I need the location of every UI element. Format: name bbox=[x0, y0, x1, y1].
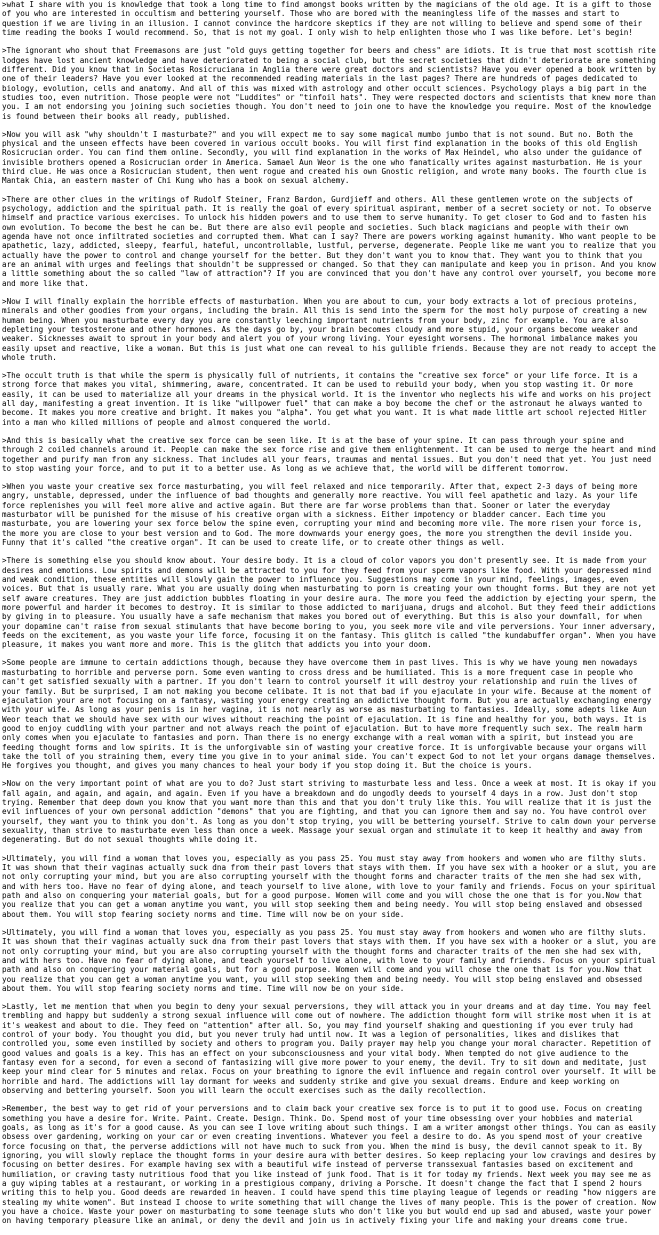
paragraph-what-to-do: >Now on the very important point of what are you to do? Just start striving to masturbate less and less. Once a week at most. It is okay if you fall again, and again, and again, and again. Even if you have a breakdown and do ungodly deeds to yourself 4 days in a row. Just don't stop trying. Remember that deep down you know that you want more than this and that you don't truly like this. You will realize that it is just the evil influences of your own personal addiction "demons" that you are fighting, and that you can ignore them and say no. You have control over yourself, they want you to think you don't. As long as you don't stop trying, you will be bettering yourself. Strive to calm down your perverse sexuality, than strive to masturbate even less than once a week. Massage your sexual organ and stimulate it to keep it healthy and away from degenerating. But do not sexual thoughts while doing it. bbox=[2, 779, 656, 845]
paragraph-other-clues: >There are other clues in the writings of Rudolf Steiner, Franz Bardon, Gurdjieff and others. All these gentlemen wrote on the subjects of psychology, addiction and the spiritual path. It is really the goal of every spiritual aspirant, member of a secret society or not. To observe himself and practice various exercises. To unlock his hidden powers and to use them to serve humanity. To get closer to God and to fasten his own evolution. To become the best he can be. But there are also evil people and societies. Such black magicians and people with their own agenda have not once infiltrated societies and corrupted them. What can I say? There are powers working against humanity. Who want people to be apathetic, lazy, addicted, sleepy, fearful, hateful, uncontrollable, lustful, perverse, degenerate. People like me want you to realize that you actually have the power to control and change yourself for the better. But they don't want you to know that. They want you to think that you are an animal with urges and feelings that shouldn't be suppressed or changed. So that they can manipulate and keep you in prison. And you know a little something about the so called "law of attraction"? If you are convinced that you don't have any control over yourself, you become more and more like that. bbox=[2, 194, 656, 288]
paragraph-lastly: >Lastly, let me mention that when you begin to deny your sexual perversions, they will attack you in your dreams and at day time. You may feel trembling and happy but suddenly a strong sexual influence will come out of nowhere. The addiction thought form will strike most when it is at it's weakest and about to die. They feed on "attention" after all. So, you may find yourself shaking and questioning if you ever truly had control of your body. You thought you did, but you never truly had until now. It was a legion of personalities, likes and dislikes that controlled you, some even instilled by society and others to program you. Daily prayer may help you change your moral character. Repetition of good values and goals is a key. This has an effect on your subconsciousness and your vital body. When tempted do not give audience to the fantasy even for a second, for even a second of fantasizing will give more power to your enemy, the devil. Try to sit down and meditate, just keep your mind clear for 5 minutes and relax. Focus on your breathing to ignore the evil influence and regain control over yourself. It will be horrible and hard. The addictions will lay dormant for weeks and suddenly strike and give you sexual dreams. Endure and keep working on observing and bettering yourself. Soon you will learn the occult exercises such as the daily recollection. bbox=[2, 1002, 656, 1096]
document-body bbox=[2, 0, 657, 1235]
paragraph-wasting-force: >When you waste your creative sex force masturbating, you will feel relaxed and nice temporarily. After that, expect 2-3 days of being more angry, unstable, depressed, under the influence of bad thoughts and generally more reactive. You will feel apathetic and lazy. As your life force replenishes you will feel more alive and active again. But there are far worse problems than that. Sooner or later the everyday masturbator will be punished for the misuse of his creative organ with a sickness. Either impotency or bladder cancer. Each time you masturbate, you are lowering your sex force below the spine even, corrupting your mind and becoming more vile. The more risen your force is, the more you are close to your best version and to God. The more downwards your energy goes, the more you strengthen the devil inside you. Funny that it's called "the creative organ". It can be used to create life, or to create other things as well. bbox=[2, 482, 643, 548]
paragraph-ultimately-2: >Ultimately, you will find a woman that loves you, especially as you pass 25. You must stay away from hookers and women who are filthy sluts. It was shown that their vaginas actually suck dna from their past lovers that stays with them. If you have sex with a hooker or a slut, you are not only corrupting your mind, but you are also corrupting yourself with the thought forms and character traits of the men she had sex with, and with hers too. Have no fear of dying alone, and teach yourself to live alone, with love to your family and friends. Focus on your spiritual path and also on conquering your material goals, but for a good purpose. Women will come and you will chose the one that is for you.Now that you realize that you can get a woman anytime you want, you will stop seeking them and being needy. You will stop being enslaved and obsessed about them. You will stop fearing society norms and time. Time will now be on your side. bbox=[2, 927, 656, 993]
paragraph-intro: >what I share with you is knowledge that took a long time to find amongst books written by the magicians of the old age. It is a gift to those of you who are interested in occultism and bettering yourself. Those who are bored with the meaningless life of the masses and start to question if we are living in an illusion. I cannot convince the hardcore skeptics if they are not willing to believe and spend some of their time reading the books I would recommend. So, that is not my goal. I only wish to help enlighten those who I was like before. Let's begin! bbox=[2, 0, 652, 38]
paragraph-creative-force: >And this is basically what the creative sex force can be seen like. It is at the base of your spine. It can pass through your spine and through 2 coiled channels around it. People can make the sex force rise and give them enlightenment. It can be used to merge the heart and mind together and purify man from any sickness. That includes all your fears, traumas and mental issues. But you don't need that yet. You just need to stop wasting your force, and to put it to a better use. As long as we achieve that, the world will be different tomorrow. bbox=[2, 435, 656, 473]
paragraph-ultimately-1: >Ultimately, you will find a woman that loves you, especially as you pass 25. You must stay away from hookers and women who are filthy sluts. It was shown that their vaginas actually suck dna from their past lovers that stays with them. If you have sex with a hooker or a slut, you are not only corrupting your mind, but you are also corrupting yourself with the thought forms and character traits of the men she had sex with, and with hers too. Have no fear of dying alone, and teach yourself to live alone, with love to your family and friends. Focus on your spiritual path and also on conquering your material goals, but for a good purpose. Women will come and you will chose the one that is for you.Now that you realize that you can get a woman anytime you want, you will stop seeking them and being needy. You will stop being enslaved and obsessed about them. You will stop fearing society norms and time. Time will now be on your side. bbox=[2, 853, 656, 919]
paragraph-remember: >Remember, the best way to get rid of your perversions and to claim back your creative sex force is to put it to good use. Focus on creating something you have a desire for. Write. Paint. Create. Design. Think. Do. Spend most of your time obsessing over your hobbies and material goals, as long as it's for a good cause. As you can see I love writing about such things. I am a writer amongst other things. You can as easily obsess over gardening, working on your car or even creating inventions. Whatever you feel a desire to do. As you spend most of your creative force focusing on that, the perverse addictions will not have much to suck from you. When the mind is busy, the devil cannot speak to it. By ignoring, you will slowly replace the thought forms in your desire aura with better desires. So keep replacing your low cravings and desires by focusing on better desires. For example having sex with a beautiful wife instead of perverse transsexual fantasies based on excitement and humiliation, or craving tasty nutritious food that you like instead of junk food. That is it for today my friends. Next week you may see me as a guy wiping tables at a restaurant, or working in a prestigious company, driving a Porsche. It doesn't change the fact that I spend 2 hours writing this to help you. Good deeds are rewarded in heaven. I could have spend this time playing league of legends or reading "how niggers are stealing my white women". But instead I choose to write something that will change the lives of many people. This is the power of creation. Now you have a choice. Waste your power on masturbating to some teenage sluts who don't like you but would end up sad and abused, waste your power on having temporary pleasure like an animal, or deny the devil and join us in actively fixing your life and making your dreams come true. bbox=[2, 1104, 656, 1226]
paragraph-desire-body: >There is something else you should know about. Your desire body. It is a cloud of color vapors you don't presently see. It is made from your desires and emotions. Low spirits and demons will be attracted to you for they feed from your sperm vapors like food. With your depressed mind and weak condition, these entities will slowly gain the power to influence you. Suggestions may come in your mind, feelings, images, even voices. But that is usually rare. What you are usually doing when masturbating to porn is creating your own thought forms. But they are not yet self aware creatures. They are just addiction bubbles floating in your desire aura. The more you feed the addiction by ejecting your sperm, the more powerful and harder it becomes to destroy. It is similar to those addicted to marijuana, drugs and alcohol. But they feed their addictions by giving in to pleasure. You usually have a safe mechanism that makes you bored out of everything. But this is also your downfall, for when your dopamine can't raise from sexual stimulants that have become boring to you, you seek more vile and vile perversions. Your inner adversary, feeds on the excitement, as you waste your life force, focusing it on the fantasy. This glitch is called "the kundabuffer organ". When you have pleasure, it makes you want more and more. This is the glitch that addicts you into your doom. bbox=[2, 556, 656, 650]
paragraph-why-not-masturbate: >Now you will ask "why shouldn't I masturbate?" and you will expect me to say some magical mumbo jumbo that is not sound. But no. Both the physical and the unseen effects have been covered in various occult books. You will first find explanation in the books of this old English Rosicrucian order. You can find them online. Secondly, you will find explanation in the works of Max Heindel, who also under the guidance of invisible brothers opened a Rosicrucian order in America. Samael Aun Weor is the one who fanatically writes against masturbation. He is your third clue. He was once a Rosicrucian student, then went rogue and created his own Gnostic religion, and wrote many books. The fourth clue is Mantak Chia, an eastern master of Chi Kung who has a book on sexual alchemy. bbox=[2, 129, 647, 186]
paragraph-immune-addictions: >Some people are immune to certain addictions though, because they have overcome them in past lives. This is why we have young men nowadays masturbating to horrible and perverse porn. Some even wanting to cross dress and be humiliated. This is a more frequent case in people who can't get satisfied sexually with a partner. If you don't learn to control yourself it will destroy your relationship and ruin the lives of your family. But be surprised, I am not making you become celibate. It is not that bad if you ejaculate in your wife. Because at the moment of ejaculation your are not focusing on a fantasy, wasting your energy creating an addictive thought form. But you are actually exchanging energy with your wife. As long as your penis is in her vagina, it is not nearly as worse as masturbating to fantasies. Ideally, some adepts like Aun Weor teach that we should have sex with our wives without reaching the point of ejaculation. It is fine and healthy for you, both ways. It is good to enjoy cuddling with your partner and not always reach the point of ejaculation. But to have more frequently such sex. The realm harm only comes when you ejaculate to fantasies and porn. Than there is no energy exchange with a real woman with a spirit, but instead you are feeding thought forms and low spirits. It is the unforgivable sin of wasting your creative force. It is unforgivable because your organs will take the toll of you straining them, every time you give in to your animal side. You can't expect God to not let your organs damage themselves. He forgives you thought, and gives you many chances to heal your body if you stop doing it. But the choice is yours. bbox=[2, 658, 656, 771]
paragraph-occult-truth: >The occult truth is that while the sperm is physically full of nutrients, it contains the "creative sex force" or your life force. It is a strong force that makes you vital, shimmering, aware, concentrated. It can be used to rebuild your body, when you stop wasting it. Or more easily, it can be used to materialize all your dreams in the physical world. It is the inventor who neglects his wife and works on his project all day, manifesting a great invention. It is like "willpower fuel" that can make a boy become the chef or the astronaut he always wanted to become. It makes you more creative and bright. It makes you "alpha". You get what you want. It is what made little art school rejected Hitler into a man who killed millions of people and almost conquered the world. bbox=[2, 371, 652, 427]
paragraph-freemasons: >The ignorant who shout that Freemasons are just "old guys getting together for beers and chess" are idiots. It is true that most scottish rite lodges have lost ancient knowledge and have deteriorated to being a social club, but the secret societies that didn't deteriorate are something different. Did you know that in Societas Rosicruciana in Anglia there were great doctors and scientists? Have you ever opened a book written by one of their leaders? Have you ever looked at the recommended reading materials in the last pages? There are hundreds of pages dedicated to biology, evolution, cells and anatomy. And all of this was mixed with astrology and other occult sciences. Psychology plays a big part in the studies too, even nutrition. Those people were not "Luddites" or "tinfoil hats". They were respected doctors and scientists that knew more than you. I am not endorsing you joining such societies though. You don't need to join one to have the knowledge you require. Most of the knowledge is found between their books all ready, published. bbox=[2, 46, 656, 121]
paragraph-physical-effects: >Now I will finally explain the horrible effects of masturbation. When you are about to cum, your body extracts a lot of precious proteins, minerals and other goodies from your organs, including the brain. All this is send into the sperm for the most holy purpose of creating a new human being. When you masturbate every day you are constantly leeching important nutrients from your body, zinc for example. You are also depleting your testosterone and other hormones. As the days go by, your brain becomes cloudy and more stupid, your organs become weaker and weaker. Sicknesses await to sprout in your body and alert you of your wrong living. Your eyesight worsens. The hormonal imbalance makes you easily upset and reactive, like a woman. But this is just what one can reveal to his gullible friends. Because they are not ready to accept the whole truth. bbox=[2, 296, 656, 362]
